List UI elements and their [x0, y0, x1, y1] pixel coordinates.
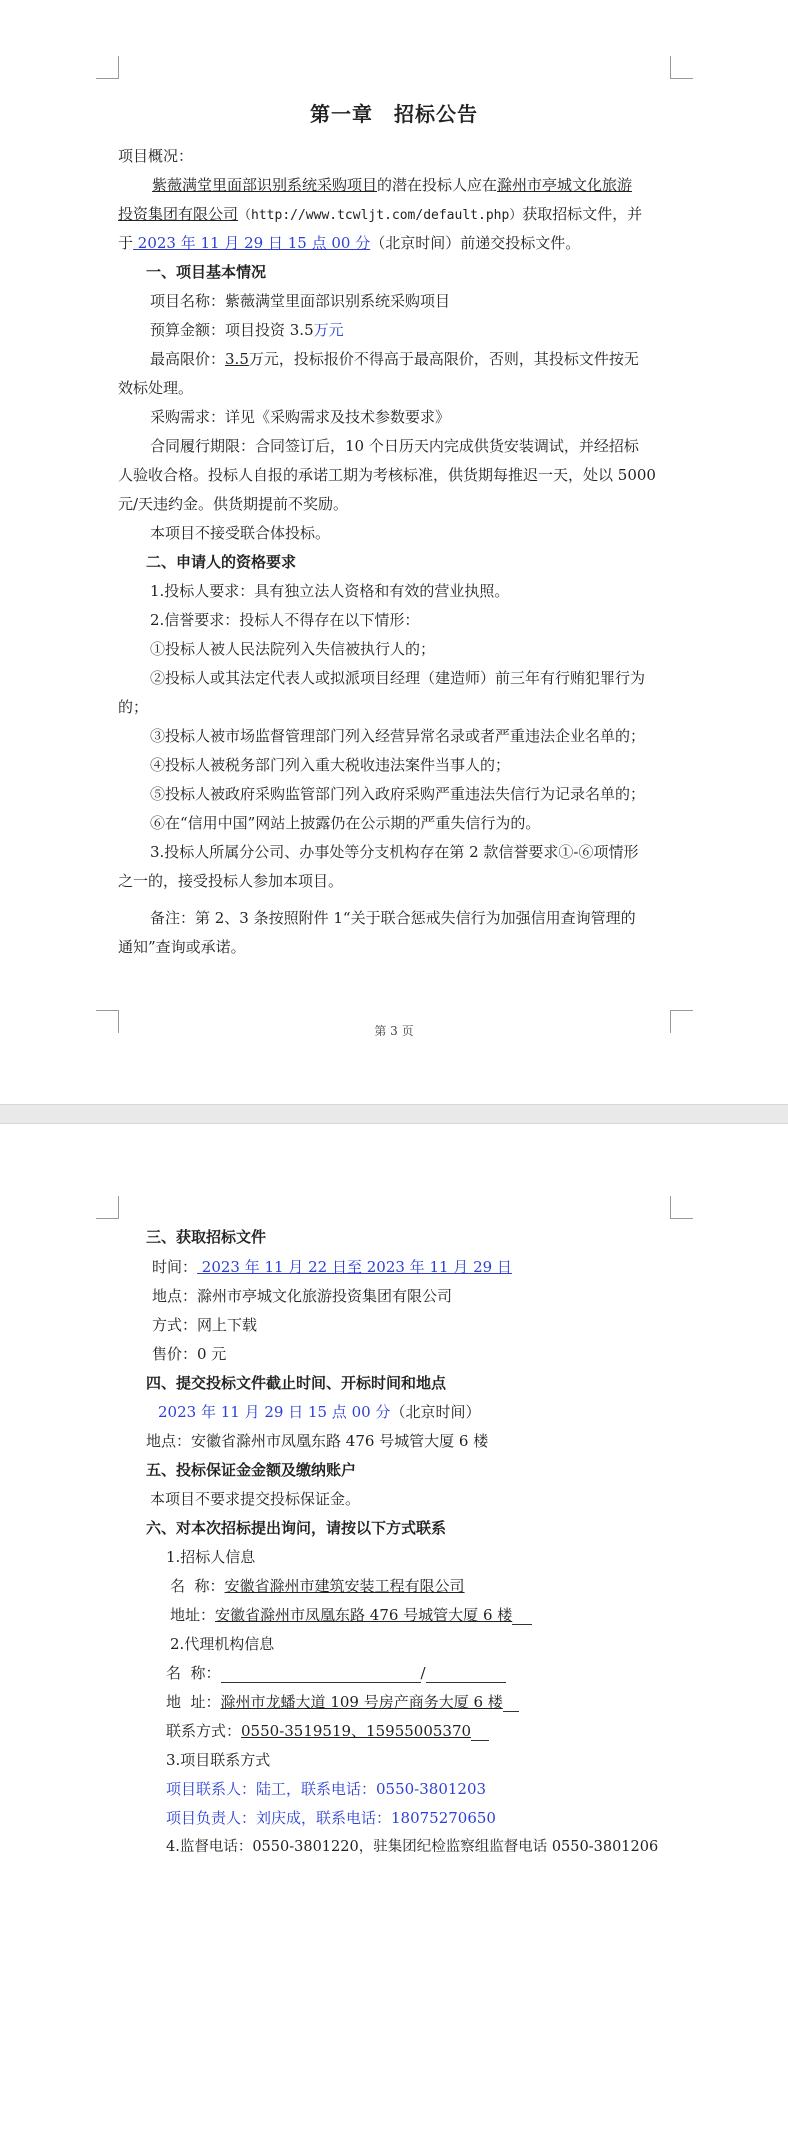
consortium-note: 本项目不接受联合体投标。 [150, 524, 331, 542]
acquire-time-label: 时间： [152, 1258, 198, 1276]
section-2-heading: 二、申请人的资格要求 [146, 553, 297, 571]
tenderer-address [170, 1605, 532, 1625]
underline-blank [512, 1608, 532, 1625]
agency-info-heading: 2.代理机构信息 [170, 1635, 275, 1653]
agency-name-label: 名 称： [166, 1664, 221, 1682]
credit-item-6: ⑥在“信用中国”网站上披露仍在公示期的严重失信行为的。 [150, 814, 541, 832]
branch-note-line-2: 之一的，接受投标人参加本项目。 [118, 872, 344, 890]
overview-label: 项目概况： [118, 147, 194, 165]
underline-blank [221, 1666, 421, 1683]
underline-blank [503, 1695, 519, 1712]
tenderer-address-label: 地址： [170, 1606, 216, 1624]
acquire-place: 地点：滁州市亭城文化旅游投资集团有限公司 [152, 1287, 453, 1305]
overview-line-1 [152, 175, 632, 195]
section-6-heading: 六、对本次招标提出询问，请按以下方式联系 [146, 1519, 447, 1537]
supervision-phone: 4.监督电话：0550-3801220，驻集团纪检监察组监督电话 0550-3801206 [166, 1839, 659, 1855]
section-1-heading: 一、项目基本情况 [146, 263, 267, 281]
agency-contact-label: 联系方式： [166, 1722, 242, 1740]
tenderer-address-value: 安徽省滁州市凤凰东路 476 号城管大厦 6 楼 [215, 1606, 513, 1624]
max-price-value: 3.5 [225, 350, 249, 368]
project-contact-heading: 3.项目联系方式 [166, 1751, 271, 1769]
contract-line-3: 元/天违约金。供货期提前不奖励。 [118, 495, 349, 513]
overview-line-3 [118, 233, 580, 253]
submission-place: 地点：安徽省滁州市凤凰东路 476 号城管大厦 6 楼 [146, 1432, 489, 1450]
agency-address [166, 1692, 519, 1712]
max-price-text: 万元，投标报价不得高于最高限价，否则，其投标文件按无 [248, 350, 639, 368]
underline-blank [426, 1666, 506, 1683]
submission-time-value: 2023 年 11 月 29 日 15 点 00 分 [158, 1403, 391, 1421]
max-price-line-2: 效标处理。 [118, 379, 194, 397]
max-price-label: 最高限价： [150, 350, 226, 368]
company-name-cont: 投资集团有限公司 [118, 205, 239, 223]
section-5-heading: 五、投标保证金金额及缴纳账户 [146, 1461, 357, 1479]
bidder-requirement: 1.投标人要求：具有独立法人资格和有效的营业执照。 [150, 582, 510, 600]
max-price-line-1 [150, 349, 639, 369]
overview-text-3: 于 [118, 234, 134, 252]
credit-item-2-cont: 的； [118, 698, 149, 716]
chapter-title: 第一章 招标公告 [310, 102, 478, 126]
acquire-time [152, 1257, 512, 1277]
company-name: 滁州市亭城文化旅游 [497, 176, 633, 194]
credit-requirement: 2.信誉要求：投标人不得存在以下情形： [150, 611, 420, 629]
tenderer-info-heading: 1.招标人信息 [166, 1548, 256, 1566]
agency-name [166, 1663, 506, 1683]
crop-mark-top-right [670, 56, 693, 79]
credit-item-4: ④投标人被税务部门列入重大税收违法案件当事人的； [150, 756, 511, 774]
credit-item-1: ①投标人被人民法院列入失信被执行人的； [150, 640, 436, 658]
deposit-note: 本项目不要求提交投标保证金。 [150, 1490, 361, 1508]
project-contact-person: 项目联系人：陆工，联系电话：0550-3801203 [166, 1780, 487, 1798]
overview-text-4: （北京时间）前递交投标文件。 [370, 234, 581, 252]
crop-mark-top-right-2 [670, 1196, 693, 1219]
tenderer-name-value: 安徽省滁州市建筑安装工程有限公司 [224, 1577, 465, 1595]
crop-mark-top-left [96, 56, 119, 79]
remark-line-1: 备注：第 2、3 条按照附件 1“关于联合惩戒失信行为加强信用查询管理的 [150, 909, 636, 927]
tenderer-name [170, 1576, 465, 1596]
project-name-link: 紫薇满堂里面部识别系统采购项目 [152, 176, 378, 194]
company-url: （http://www.tcwljt.com/default.php） [238, 208, 523, 223]
credit-item-2: ②投标人或其法定代表人或拟派项目经理（建造师）前三年有行贿犯罪行为 [150, 669, 646, 687]
overview-text-2: 获取招标文件，并 [522, 205, 643, 223]
agency-contact [166, 1721, 489, 1741]
submission-time-zone: （北京时间） [390, 1403, 481, 1421]
acquire-price: 售价：0 元 [152, 1345, 227, 1363]
contract-line-1: 合同履行期限：合同签订后，10 个日历天内完成供货安装调试，并经招标 [150, 437, 639, 455]
acquire-time-value: 2023 年 11 月 22 日至 2023 年 11 月 29 日 [197, 1258, 512, 1276]
project-name: 项目名称：紫薇满堂里面部识别系统采购项目 [150, 292, 451, 310]
overview-line-2 [118, 204, 642, 226]
credit-item-3: ③投标人被市场监督管理部门列入经营异常名录或者严重违法企业名单的； [150, 727, 646, 745]
acquire-method: 方式：网上下载 [152, 1316, 258, 1334]
agency-address-label: 地 址： [166, 1693, 221, 1711]
project-manager: 项目负责人：刘庆成，联系电话：18075270650 [166, 1809, 496, 1827]
agency-name-value: / [420, 1664, 426, 1682]
page-number: 第 3 页 [374, 1024, 414, 1038]
deadline-time: 2023 年 11 月 29 日 15 点 00 分 [133, 234, 371, 252]
tenderer-name-label: 名 称： [170, 1577, 225, 1595]
section-4-heading: 四、提交投标文件截止时间、开标时间和地点 [146, 1374, 447, 1392]
branch-note-line-1: 3.投标人所属分公司、办事处等分支机构存在第 2 款信誉要求①-⑥项情形 [150, 843, 639, 861]
contract-line-2: 人验收合格。投标人自报的承诺工期为考核标准，供货期每推迟一天，处以 5000 [118, 466, 656, 484]
agency-contact-value: 0550-3519519、15955005370 [241, 1722, 472, 1740]
budget-unit: 万元 [313, 321, 344, 339]
underline-blank [471, 1724, 489, 1741]
agency-address-value: 滁州市龙蟠大道 109 号房产商务大厦 6 楼 [220, 1693, 503, 1711]
overview-text: 的潜在投标人应在 [377, 176, 498, 194]
page-separator [0, 1104, 788, 1124]
budget [150, 320, 344, 340]
section-3-heading: 三、获取招标文件 [146, 1228, 267, 1246]
document-page-2 [0, 1124, 788, 2133]
procurement-requirement: 采购需求：详见《采购需求及技术参数要求》 [150, 408, 451, 426]
remark-line-2: 通知”查询或承诺。 [118, 938, 246, 956]
credit-item-5: ⑤投标人被政府采购监管部门列入政府采购严重违法失信行为记录名单的； [150, 785, 646, 803]
submission-time [158, 1402, 480, 1422]
crop-mark-top-left-2 [96, 1196, 119, 1219]
budget-text: 预算金额：项目投资 3.5 [150, 321, 314, 339]
